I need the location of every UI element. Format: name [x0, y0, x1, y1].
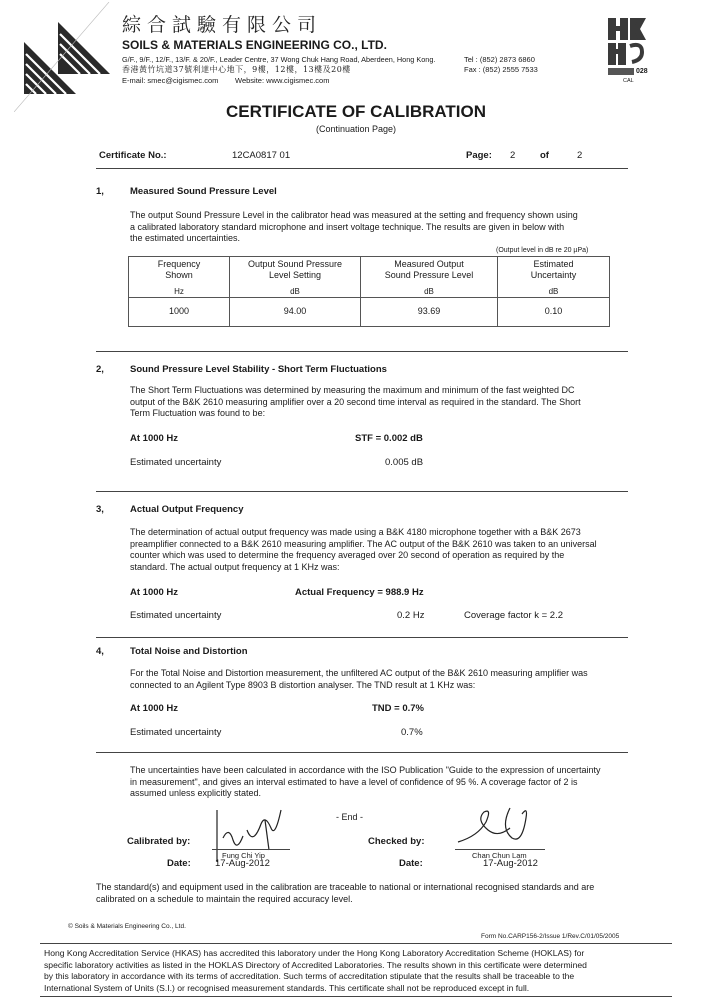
certificate-number-label: Certificate No.: [99, 150, 167, 161]
uncertainty-label: Estimated uncertainty [130, 727, 222, 738]
uncertainty-label: Estimated uncertainty [130, 457, 222, 468]
footer-divider [40, 996, 672, 997]
divider [96, 491, 628, 492]
company-logo [14, 2, 114, 112]
section-title: Sound Pressure Level Stability - Short Term Fluctuations [130, 364, 387, 375]
signature-line [212, 849, 290, 850]
email: E-mail: smec@cigismec.com [122, 76, 219, 85]
certificate-title: CERTIFICATE OF CALIBRATION [225, 102, 486, 121]
frequency-label: At 1000 Hz [130, 703, 179, 714]
section-text: For the Total Noise and Distortion measurement, the unfiltered AC output of the B&K 2610 measuring amplifier was connected to an Agilent Type 8903 B distortion analyser. The TND result at 1 KHz was: [130, 668, 588, 690]
uncertainty-value: 0.005 dB [385, 457, 424, 468]
divider [96, 351, 628, 352]
checked-by-label: Checked by: [368, 836, 425, 847]
signature-line [455, 849, 545, 850]
section-number: 4, [96, 646, 104, 657]
total-pages: 2 [577, 150, 583, 161]
section-number: 2, [96, 364, 104, 375]
fax: Fax : (852) 2555 7533 [464, 65, 538, 74]
company-name-english: SOILS & MATERIALS ENGINEERING CO., LTD. [122, 38, 387, 52]
telephone: Tel : (852) 2873 6860 [464, 55, 535, 64]
calibration-date: 17-Aug-2012 [215, 858, 270, 869]
uncertainty-value: 0.7% [401, 727, 423, 738]
traceability-statement: The standard(s) and equipment used in the calibration are traceable to national or international recognised standards and are calibrated on a schedule to maintain the required accuracy level. [96, 882, 595, 904]
frequency-label: At 1000 Hz [130, 587, 179, 598]
end-marker: - End - [336, 812, 364, 822]
section-text: The Short Term Fluctuations was determined by measuring the maximum and minimum of the fast weighted DC output of the B&K 2610 measuring amplifier over a 20 second time interval as required in the standard. The Short Term Fluctuation was found to be: [130, 385, 581, 418]
divider [96, 168, 628, 169]
table-row: 1000 94.00 93.69 0.10 [129, 298, 610, 327]
address-english: G/F., 9/F., 12/F., 13/F. & 20/F., Leader Centre, 37 Wong Chuk Hang Road, Aberdeen, Hong Kong. [122, 55, 436, 64]
result-value: STF = 0.002 dB [355, 433, 423, 444]
date-label: Date: [167, 858, 191, 869]
checker-name: Chan Chun Lam [472, 851, 527, 860]
company-name-chinese: 綜合試驗有限公司 [122, 14, 323, 36]
table-note: (Output level in dB re 20 µPa) [496, 247, 589, 254]
website: Website: www.cigismec.com [235, 76, 330, 85]
table-header-row: Frequency Shown Output Sound Pressure Level Setting Measured Output Sound Pressure Level Estimated Uncertainty [129, 257, 610, 288]
copyright: © Soils & Materials Engineering Co., Ltd. [68, 923, 186, 930]
page-label: Page: [466, 150, 492, 161]
frequency-label: At 1000 Hz [130, 433, 179, 444]
table-unit-row: Hz dB dB dB [129, 287, 610, 298]
divider [96, 637, 628, 638]
hkas-statement: Hong Kong Accreditation Service (HKAS) has accredited this laboratory under the Hong Kong Laboratory Accreditation Scheme (HOKLAS) for specific laboratory activities as listed in the HOKLAS Directory of Accredited Laboratories. The results shown in this certificate were determined by this laboratory in accordance with its terms of accreditation. Such terms of accreditation stipulate that the results shall be traceable to the International System of Units (S.I.) or recognised measurement standards. This certificate shall not be reproduced except in full. [44, 948, 587, 993]
checker-signature [450, 800, 550, 850]
section-title: Actual Output Frequency [130, 504, 244, 515]
footer-divider [40, 943, 672, 944]
section-title: Total Noise and Distortion [130, 646, 248, 657]
measurement-table [128, 256, 610, 327]
date-label: Date: [399, 858, 423, 869]
address-chinese: 香港黃竹坑道37號利達中心地下，9樓，12樓，13樓及20樓 [122, 65, 351, 74]
hokas-cal: CAL [623, 78, 634, 84]
divider [96, 752, 628, 753]
section-number: 3, [96, 504, 104, 515]
check-date: 17-Aug-2012 [483, 858, 538, 869]
coverage-factor: Coverage factor k = 2.2 [464, 610, 564, 621]
hokas-number: 028 [636, 68, 648, 75]
uncertainty-value: 0.2 Hz [397, 610, 425, 621]
calibrated-by-label: Calibrated by: [127, 836, 191, 847]
of-label: of [540, 150, 549, 161]
section-title: Measured Sound Pressure Level [130, 186, 277, 197]
section-text: The determination of actual output frequency was made using a B&K 4180 microphone together with a B&K 2673 preamplifier connected to a B&K 2610 measuring amplifier. The AC output of the B&K 2610 was taken to an universal counter which was used to determine the frequency averaged over 20 second of operation as required by the standard. The actual output frequency at 1 KHz was: [130, 527, 597, 572]
section-number: 1, [96, 186, 104, 197]
certificate-number: 12CA0817 01 [232, 150, 291, 161]
uncertainty-label: Estimated uncertainty [130, 610, 222, 621]
form-number: Form No.CARP156-2/Issue 1/Rev.C/01/05/2005 [481, 933, 620, 940]
section-text: The output Sound Pressure Level in the calibrator head was measured at the setting and frequency shown using a calibrated laboratory standard microphone and insert voltage technique. The results are given in below with the estimated uncertainties. [130, 210, 578, 243]
uncertainty-statement: The uncertainties have been calculated in accordance with the ISO Publication "Guide to the expression of uncertainty in measurement", and gives an interval estimated to have a level of confidence of 95 %. A coverage factor of 2 is assumed unless explicitly stated. [130, 765, 601, 798]
calibrator-name: Fung Chi Yip [222, 851, 265, 860]
result-value: TND = 0.7% [372, 703, 425, 714]
result-value: Actual Frequency = 988.9 Hz [295, 587, 424, 598]
certificate-subtitle: (Continuation Page) [315, 124, 397, 134]
page-number: 2 [510, 150, 516, 161]
